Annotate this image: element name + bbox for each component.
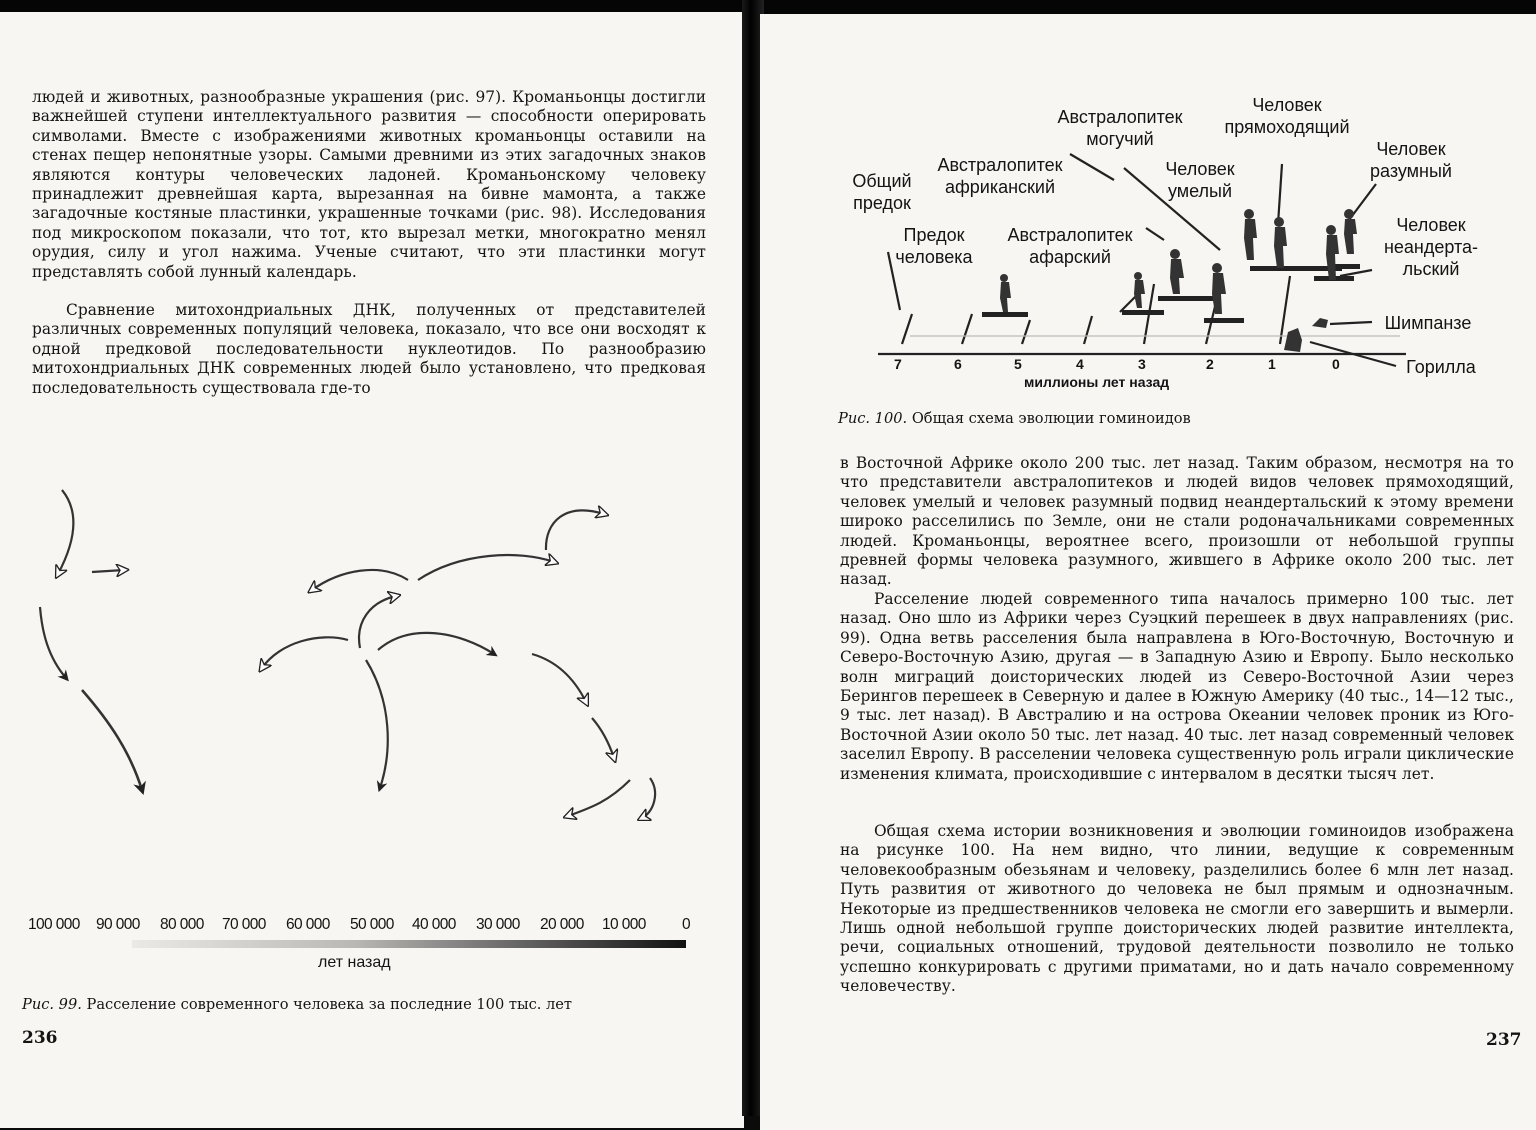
timescale-label-10: 0 (682, 916, 691, 933)
left-paragraph-2: Сравнение митохондриальных ДНК, полученных от представителей различных современных популяций человека, показало, что все они восходят к одной предковой последовательности нуклеотидов. По разнообразию митохондриальных ДНК современных людей было установлено, что предковая последовательность существовала где-то (32, 301, 706, 397)
left-paragraph-1: людей и животных, разнообразные украшения (рис. 97). Кроманьонцы достигли важнейшей ступени интеллектуального развития — способности оперировать символами. Вместе с изображениями животных кроманьонцы оставили на стенах пещер непонятные узоры. Самыми древними из этих загадочных знаков являются контуры человеческих ладоней. Кроманьонскому человеку принадлежит древнейшая карта, вырезанная на бивне мамонта, а также загадочные костяные пластинки, украшенные точками (рис. 98). Исследования под микроскопом показали, что тот, кто вырезал метки, многократно менял орудия, силу и угол нажима. Ученые считают, что эти пластинки могут представлять собой лунный календарь. (32, 88, 706, 281)
timescale-label-0: 100 000 (28, 916, 80, 933)
timescale-label-9: 10 000 (602, 916, 646, 933)
label-human-ancestor: Предок человека (895, 225, 973, 267)
axis-tick-0: 0 (1332, 356, 1340, 372)
caption-text: Расселение современного человека за последние 100 тыс. лет (86, 996, 573, 1013)
right-paragraph-3: Общая схема истории возникновения и эволюции гоминоидов изображена на рисунке 100. На нем видно, что линии, ведущие к современным человекообразным обезьянам и человеку, разделились более 6 млн лет назад. Путь развития от животного до человека не был прямым и однозначным. Некоторые из предшественников человека не смогли его завершить и вымерли. Лишь одной небольшой группе доисторических людей развитие интеллекта, речи, социальных отношений, трудовой деятельности позволило не только успешно конкурировать с другими приматами, но и дать начало современному человечеству. (840, 822, 1514, 996)
axis-tick-1: 1 (1268, 356, 1276, 372)
arrow-13 (592, 718, 614, 758)
arrow-3 (40, 607, 66, 678)
timescale-label-2: 80 000 (160, 916, 204, 933)
label-homo-sapiens: Человек разумный (1370, 139, 1452, 181)
label-australopith-afar: Австралопитек афарский (1007, 225, 1133, 267)
page-number-left: 236 (22, 1028, 58, 1048)
arrow-8 (262, 637, 348, 668)
bar-robustus (1158, 296, 1218, 301)
arrow-6 (418, 555, 554, 580)
axis-tick-2: 2 (1206, 356, 1214, 372)
right-paragraph-2: Расселение людей современного типа началось примерно 100 тыс. лет назад. Оно шло из Африки через Суэцкий перешеек в двух направлениях (рис. 99). Одна ветвь расселения была направлена в Юго-Восточную, Восточную и Северо-Восточную Азию, другая — в Западную Азию и Европу. Было несколько волн миграций доисторических людей из Северо-Восточной Азии через Берингов перешеек в Северную и далее в Южную Америку (40 тыс., 14—12 тыс., 9 тыс. лет назад). В Австралию и на острова Океании человек проник из Юго-Восточной Азии около 50 тыс. лет назад. 40 тыс. лет назад современный человек заселил Европу. В расселении человека существенную роль играли циклические изменения климата, происходившие с интервалом в десятки тысяч лет. (840, 590, 1514, 783)
label-common-ancestor: Общий предок (852, 171, 912, 213)
timescale-label-8: 20 000 (540, 916, 584, 933)
bar-habilis (1204, 318, 1244, 323)
arrow-7 (546, 510, 604, 550)
arrow-1 (58, 490, 73, 574)
axis-tick-5: 5 (1014, 356, 1022, 372)
label-neanderthal: Человек неандерта- льский (1383, 215, 1479, 279)
right-page (760, 14, 1536, 1130)
timescale-label-7: 30 000 (476, 916, 520, 933)
caption-text: Общая схема эволюции гоминоидов (911, 410, 1191, 427)
right-paragraph-1: в Восточной Африке около 200 тыс. лет назад. Таким образом, несмотря на то что представители австралопитеков и людей видов человек прямоходящий, человек умелый и человек разумный подвид неандертальский к этому времени широко расселились по Земле, они не стали родоначальниками современных людей. Кроманьонцы, вероятнее всего, произошли от небольшой группы древней формы человека разумного, жившего в Африке около 200 тыс. лет назад. (840, 454, 1514, 589)
axis-tick-7: 7 (894, 356, 902, 372)
timescale-label-5: 50 000 (350, 916, 394, 933)
timescale-label-4: 60 000 (286, 916, 330, 933)
figure-100-caption (838, 410, 1518, 427)
arrow-11 (366, 660, 388, 788)
caption-number: Рис. 99. (22, 996, 82, 1013)
left-page (0, 12, 744, 1128)
timescale-gradient-bar (132, 940, 686, 948)
label-gorilla: Горилла (1406, 357, 1476, 377)
label-homo-habilis: Человек умелый (1165, 159, 1235, 201)
chimpanzee-silhouette (1312, 318, 1328, 328)
gorilla-silhouette (1284, 328, 1302, 352)
label-australopith-robust: Австралопитек могучий (1057, 107, 1183, 149)
arrow-2 (92, 570, 124, 572)
migration-arrows-figure (0, 462, 744, 842)
timescale-label-1: 90 000 (96, 916, 140, 933)
axis-tick-3: 3 (1138, 356, 1146, 372)
page-number-right: 237 (1486, 1030, 1522, 1050)
bar-africanus (1122, 310, 1164, 315)
timescale-label-6: 40 000 (412, 916, 456, 933)
axis-tick-4: 4 (1076, 356, 1084, 372)
label-chimpanzee: Шимпанзе (1384, 313, 1472, 333)
arrow-5 (312, 570, 408, 590)
arrow-15 (642, 778, 655, 818)
arrow-10 (378, 633, 494, 654)
arrow-4 (82, 690, 142, 790)
timescale-label-3: 70 000 (222, 916, 266, 933)
arrow-14 (568, 780, 630, 816)
axis-tick-6: 6 (954, 356, 962, 372)
label-australopith-african: Австралопитек африканский (937, 155, 1063, 197)
arrow-12 (532, 654, 586, 702)
figure-99-caption (22, 996, 722, 1013)
timescale-unit: лет назад (318, 954, 391, 971)
label-homo-erectus: Человек прямоходящий (1224, 95, 1350, 137)
bar-afarensis (982, 312, 1028, 317)
caption-number: Рис. 100. (838, 410, 908, 427)
axis-title: миллионы лет назад (1024, 374, 1170, 390)
